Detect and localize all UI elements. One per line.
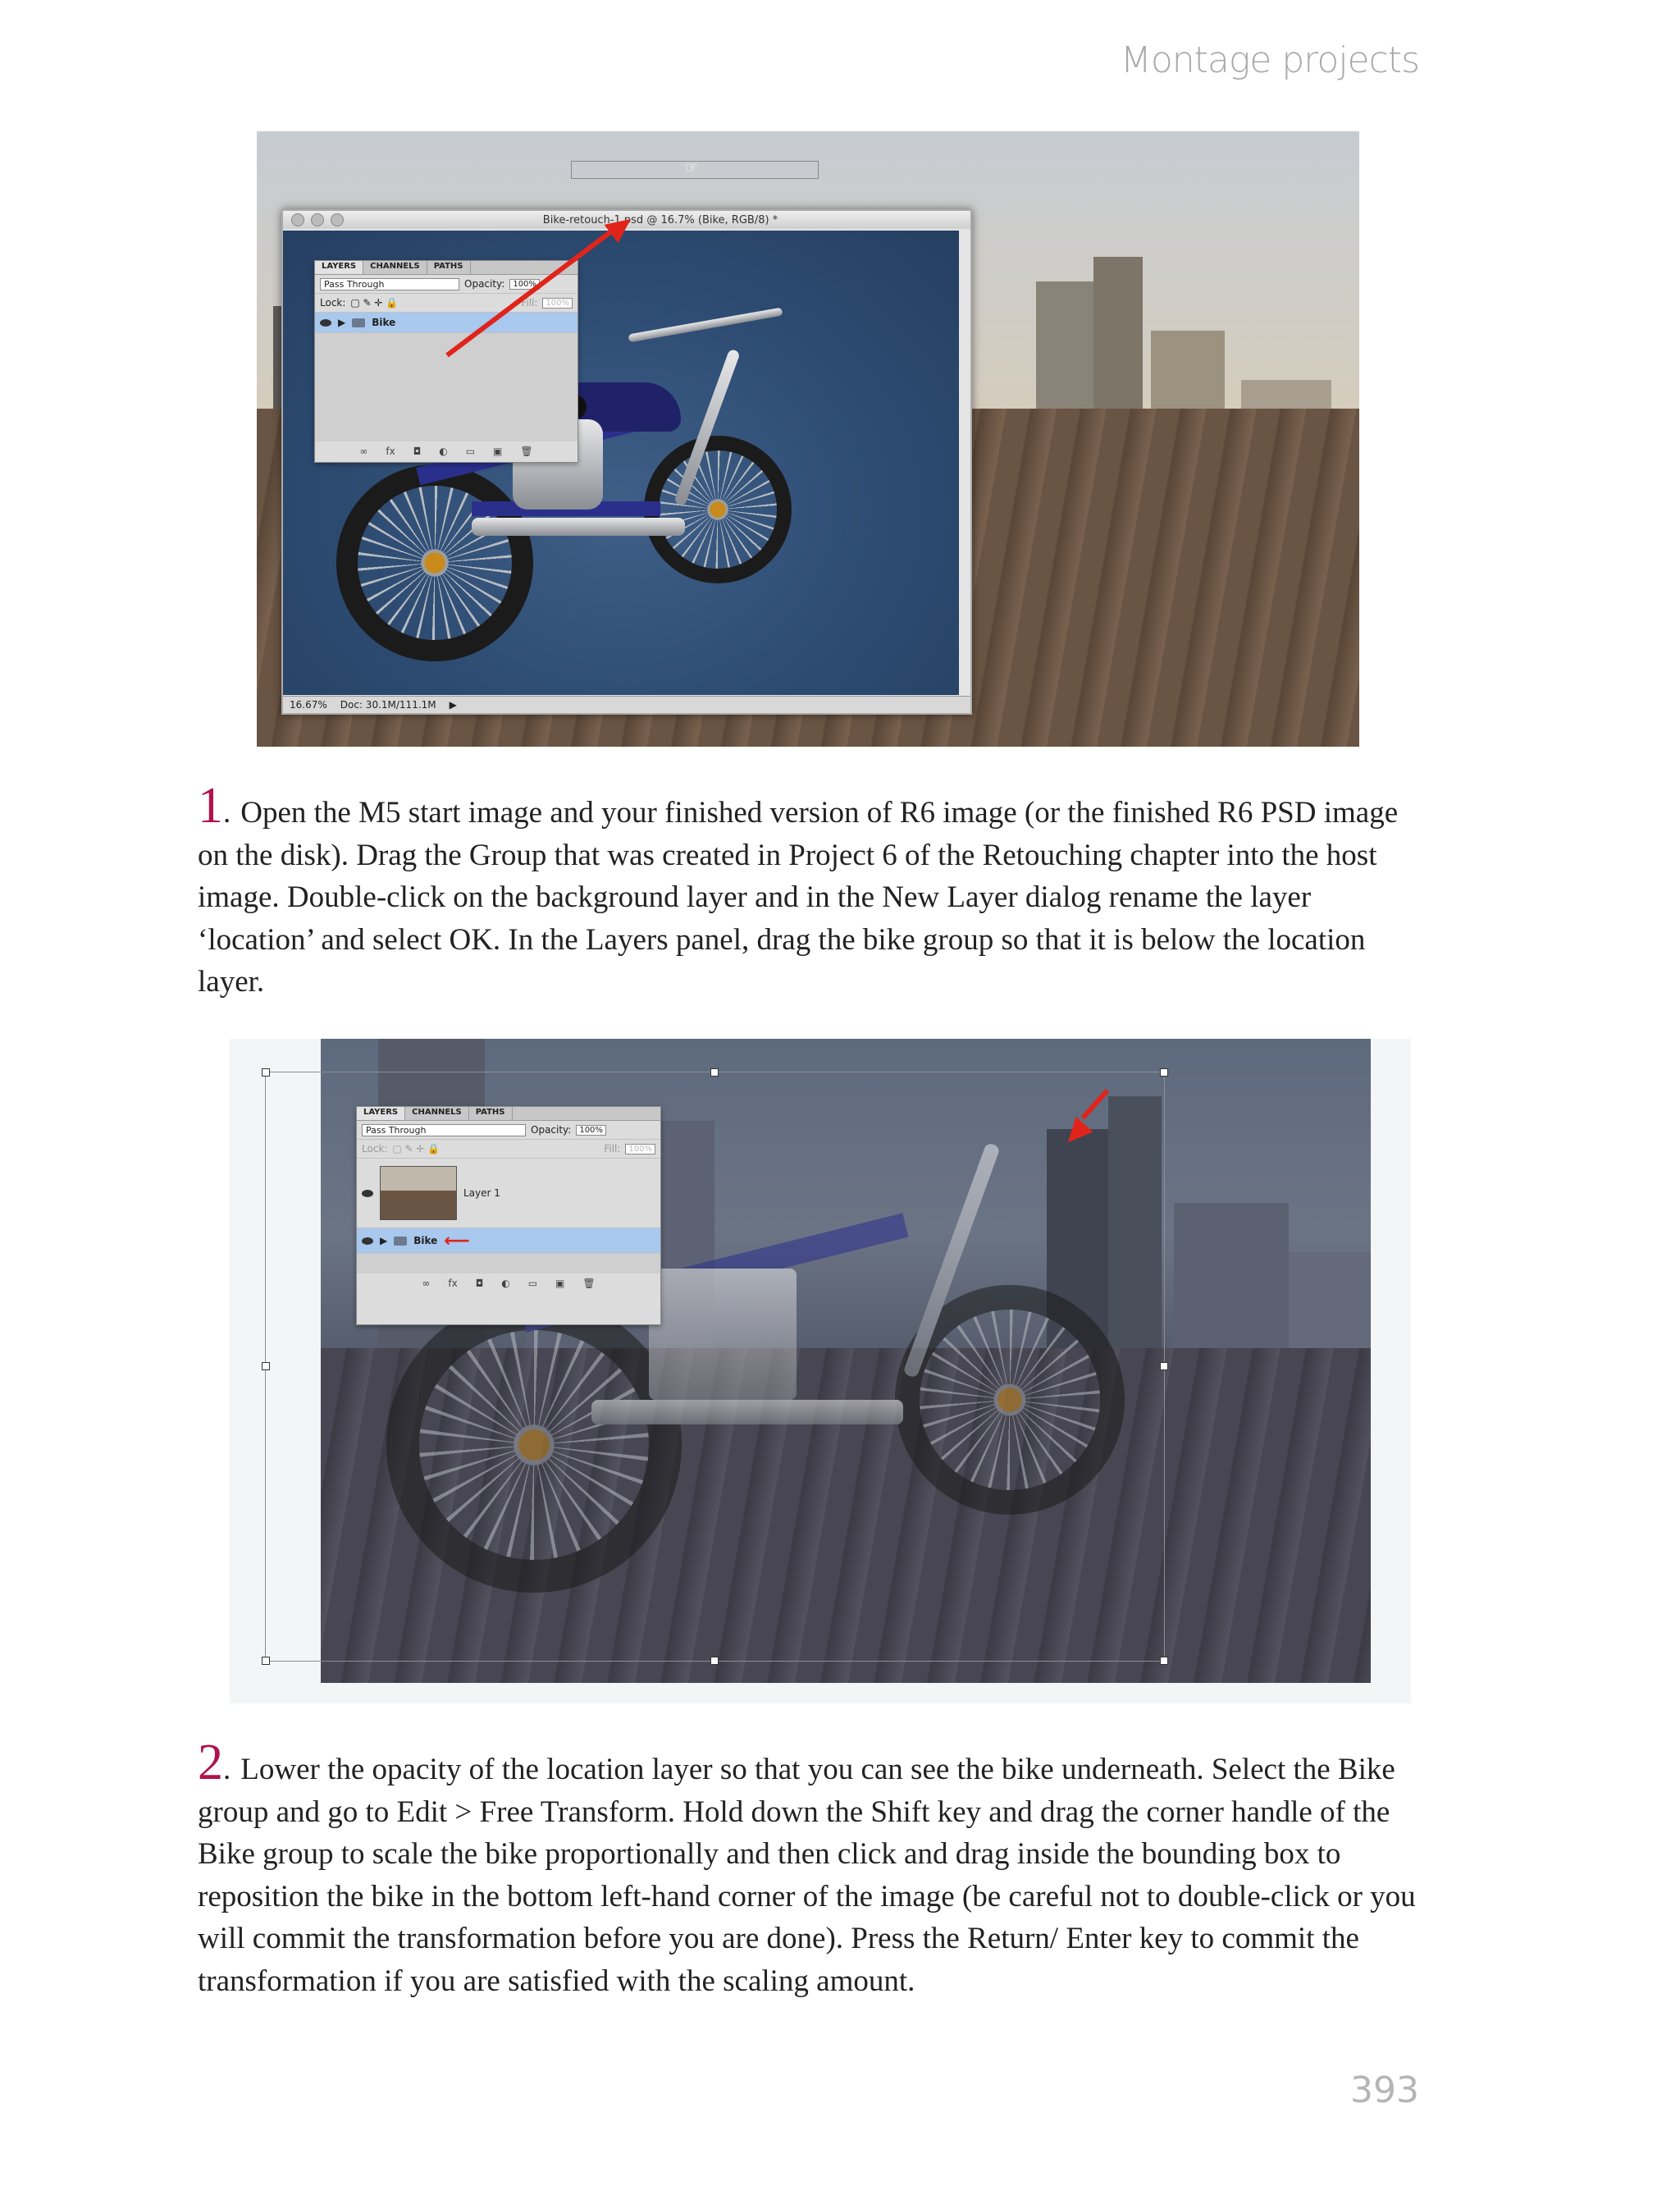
adjustment-icon[interactable]: ◐ [501, 1278, 510, 1289]
tab-channels[interactable]: CHANNELS [405, 1107, 469, 1120]
layer-row-bike[interactable] [315, 313, 578, 333]
close-window-button[interactable] [291, 213, 304, 226]
layers-empty-area [315, 333, 578, 441]
blend-mode-select[interactable]: Pass Through [320, 278, 459, 290]
step-dot: . [223, 1753, 231, 1786]
folder-icon [352, 318, 365, 327]
fx-icon[interactable]: fx [448, 1278, 458, 1289]
handlebar [628, 308, 783, 343]
new-layer-icon[interactable]: ▣ [493, 446, 503, 457]
fx-icon[interactable]: fx [386, 446, 395, 457]
lock-label: Lock: [320, 297, 346, 309]
panel-footer [357, 1273, 660, 1293]
disclosure-triangle-icon[interactable]: ▶ [338, 317, 346, 328]
opacity-field[interactable]: 100% [509, 279, 540, 290]
layer-name: Bike [413, 1235, 438, 1246]
photoshop-document-window[interactable] [281, 209, 972, 715]
figure-2-screenshot [230, 1039, 1411, 1703]
step-1 [198, 778, 1428, 1004]
window-title: Bike-retouch-1.psd @ 16.7% (Bike, RGB/8) * [542, 213, 778, 226]
blend-mode-select[interactable]: Pass Through [362, 1124, 526, 1136]
front-wheel [644, 436, 792, 583]
fill-field[interactable]: 100% [542, 298, 573, 309]
trash-icon[interactable]: 🗑 [520, 446, 533, 457]
link-icon[interactable]: ∞ [422, 1278, 431, 1289]
step-number: 1 [198, 778, 223, 834]
transform-handle-top-left[interactable] [262, 1068, 270, 1077]
zoom-level[interactable]: 16.67% [290, 699, 327, 711]
step-text: Open the M5 start image and your finished version of R6 image (or the finished R6 PSD image on the disk). Drag the Group that was created in Project 6 of the Retouching chapter into the host image. Double-click on the background layer and in the New Layer dialog rename the layer ‘location’ and select OK. In the Layers panel, drag the bike group so that it is below the location layer. [198, 796, 1399, 999]
layer-row-layer-1[interactable] [357, 1159, 660, 1228]
eye-icon[interactable] [362, 1237, 373, 1245]
group-icon[interactable]: ▭ [527, 1278, 538, 1289]
layers-panel[interactable] [314, 260, 578, 463]
panel-tabs [315, 261, 578, 275]
panel-tabs [357, 1107, 660, 1121]
lock-icons[interactable]: ▢ ✎ ✛ 🔒 [392, 1143, 441, 1154]
transform-handle-middle-left[interactable] [262, 1362, 270, 1370]
step-2 [198, 1735, 1428, 2002]
transform-handle-middle-right[interactable] [1160, 1362, 1168, 1370]
layer-name: Bike [372, 317, 396, 328]
folder-icon [394, 1237, 407, 1246]
adjustment-icon[interactable]: ◐ [439, 446, 448, 457]
zoom-window-button[interactable] [331, 213, 344, 226]
rear-wheel [336, 464, 533, 661]
transform-handle-top-middle[interactable] [710, 1068, 719, 1077]
layer-row-bike[interactable] [357, 1228, 660, 1254]
fill-label: Fill: [604, 1143, 621, 1154]
link-icon[interactable]: ∞ [359, 446, 368, 457]
tab-layers[interactable]: LAYERS [357, 1107, 405, 1120]
fill-field[interactable]: 100% [625, 1144, 655, 1154]
status-bar [283, 696, 970, 713]
layer-name: Layer 1 [463, 1187, 500, 1199]
transform-handle-bottom-left[interactable] [262, 1657, 270, 1665]
lock-label: Lock: [362, 1143, 388, 1154]
step-number: 2 [198, 1735, 223, 1790]
opacity-label: Opacity: [464, 278, 505, 290]
eye-icon[interactable] [320, 319, 331, 327]
new-layer-icon[interactable]: ▣ [555, 1278, 565, 1289]
transform-handle-bottom-right[interactable] [1160, 1657, 1168, 1665]
tab-paths[interactable]: PATHS [427, 261, 471, 274]
opacity-field[interactable]: 100% [576, 1125, 606, 1136]
page-number: 393 [1350, 2069, 1419, 2111]
running-header: Montage projects [1120, 39, 1419, 81]
opacity-label: Opacity: [531, 1124, 572, 1136]
tab-layers[interactable]: LAYERS [315, 261, 363, 274]
tab-paths[interactable]: PATHS [469, 1107, 513, 1120]
group-icon[interactable]: ▭ [465, 446, 476, 457]
figure-1-screenshot [257, 131, 1359, 747]
trash-icon[interactable]: 🗑 [582, 1278, 596, 1289]
fill-label: Fill: [521, 297, 538, 309]
mask-icon[interactable]: ◘ [475, 1278, 484, 1289]
lock-icons[interactable]: ▢ ✎ ✛ 🔒 [350, 297, 399, 309]
lock-row [315, 294, 578, 313]
layers-empty-area [357, 1254, 660, 1273]
step-text: Lower the opacity of the location layer so that you can see the bike underneath. Select the Bike group and go to Edit > Free Transform. Hold down the Shift key and drag the corner handle of the Bike group to scale the bike proportionally and then click and drag inside the bounding box to reposition the bike in the bottom left-hand corner of the image (be careful not to double-click or you will commit the transformation before you are done). Press the Return/ Enter key to commit the transformation if you are satisfied with the scaling amount. [198, 1753, 1416, 1998]
doc-size[interactable]: Doc: 30.1M/111.1M [340, 699, 436, 711]
minimize-window-button[interactable] [311, 213, 324, 226]
layer-thumbnail [380, 1166, 457, 1220]
hand-cursor-icon: ☞ [685, 159, 699, 176]
red-arrow-icon: ⟵ [444, 1230, 470, 1251]
blend-row [357, 1121, 660, 1140]
layers-panel[interactable] [356, 1106, 661, 1325]
disclosure-triangle-icon[interactable]: ▶ [380, 1235, 388, 1246]
lock-row [357, 1140, 660, 1159]
status-menu-arrow-icon[interactable]: ▶ [449, 699, 457, 711]
exhaust-pipe [472, 518, 685, 536]
step-dot: . [223, 796, 231, 830]
tab-channels[interactable]: CHANNELS [363, 261, 427, 274]
eye-icon[interactable] [362, 1190, 373, 1197]
mask-icon[interactable]: ◘ [413, 446, 422, 457]
transform-handle-bottom-middle[interactable] [710, 1657, 719, 1665]
transform-handle-top-right[interactable] [1160, 1068, 1168, 1077]
panel-footer [315, 441, 578, 461]
